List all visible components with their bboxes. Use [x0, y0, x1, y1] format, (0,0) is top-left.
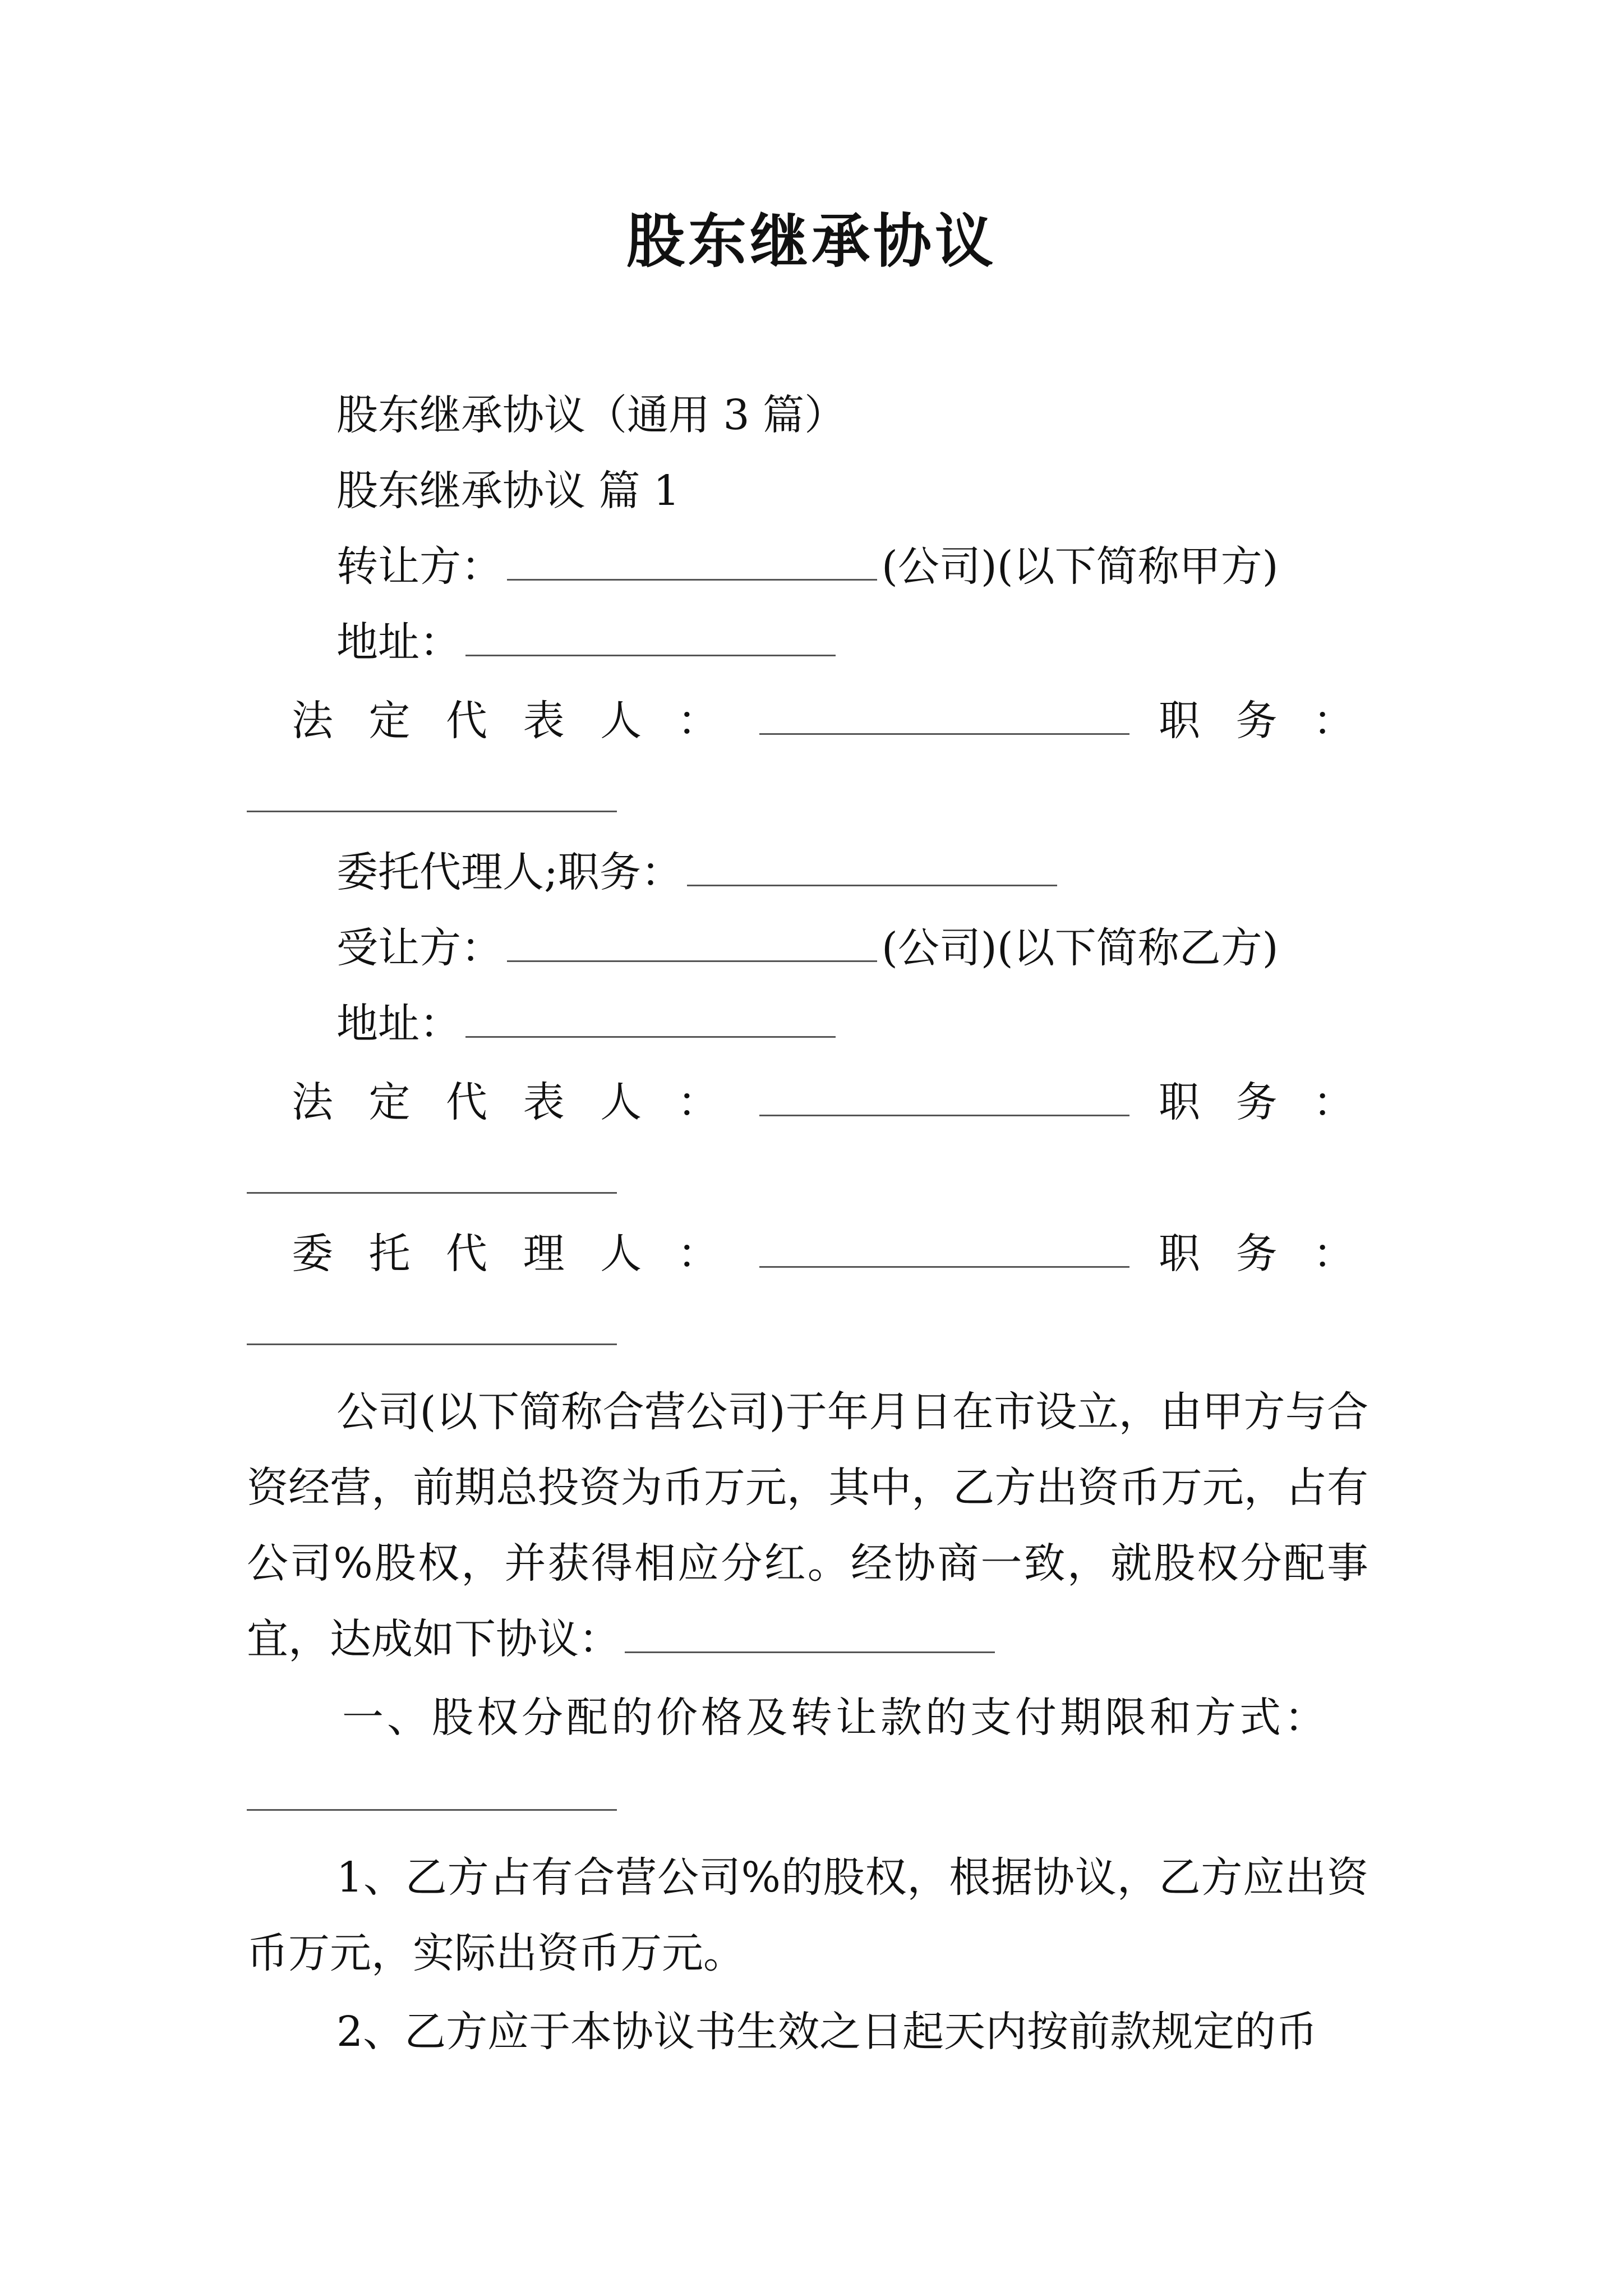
address-label: 地址： — [336, 1000, 461, 1048]
agent-blank — [759, 1264, 1129, 1268]
position-blank — [247, 1192, 617, 1194]
transferor-suffix: (公司)(以下简称甲方) — [882, 542, 1279, 591]
transferor-blank — [507, 577, 877, 581]
agent-label: 委 托 代 理 人 ： — [292, 1230, 730, 1278]
address-blank — [465, 652, 836, 656]
intro-paragraph — [247, 1374, 1368, 1677]
position-label: 职 务 ： — [1158, 1078, 1366, 1126]
legal-rep-label: 法 定 代 表 人 ： — [292, 697, 730, 745]
transferee-line — [336, 920, 1278, 976]
intro-text: 公司(以下简称合营公司)于年月日在市设立，由甲方与合资经营，前期总投资为币万元，其中，乙方出资币万元，占有公司%股权，并获得相应分红。经协商一致，就股权分配事宜，达成如下协议： — [247, 1388, 1368, 1663]
transferee-label: 受让方： — [336, 924, 502, 972]
document-title: 股东继承协议 — [626, 206, 997, 275]
agent-blank — [687, 882, 1057, 886]
agent-label: 委托代理人;职务： — [336, 848, 683, 896]
transferee-blank — [507, 958, 877, 962]
clause-one-blank — [247, 1809, 617, 1811]
legal-rep-blank — [759, 1112, 1129, 1116]
transferor-label: 转让方： — [336, 542, 502, 591]
legal-rep-blank — [759, 731, 1129, 735]
clause-1: 1、乙方占有合营公司%的股权，根据协议，乙方应出资币万元，实际出资币万元。 — [247, 1853, 1368, 1977]
agent-position-label: 职 务 ： — [1158, 1230, 1366, 1278]
document-subtitle: 股东继承协议（通用 3 篇） — [336, 391, 846, 439]
address-blank — [465, 1034, 836, 1038]
party-b-legal-rep-line — [247, 1074, 1366, 1130]
party-a-legal-rep-line — [247, 693, 1366, 749]
agent-position-blank — [247, 1343, 617, 1345]
address-label: 地址： — [336, 618, 461, 666]
legal-rep-label: 法 定 代 表 人 ： — [292, 1078, 730, 1126]
clause-2: 2、乙方应于本协议书生效之日起天内按前款规定的币 — [336, 2008, 1318, 2056]
party-b-agent-line — [247, 1226, 1366, 1282]
section-heading: 股东继承协议 篇 1 — [336, 467, 680, 515]
party-a-agent-line — [336, 844, 1062, 900]
party-a-address-line — [336, 614, 840, 670]
party-b-address-line — [336, 996, 840, 1052]
clause-one-heading: 一、股权分配的价格及转让款的支付期限和方式： — [342, 1694, 1329, 1742]
position-blank — [247, 811, 617, 812]
position-label: 职 务 ： — [1158, 697, 1366, 745]
transferee-suffix: (公司)(以下简称乙方) — [882, 924, 1279, 972]
transferor-line — [336, 539, 1278, 595]
intro-blank — [625, 1649, 995, 1653]
